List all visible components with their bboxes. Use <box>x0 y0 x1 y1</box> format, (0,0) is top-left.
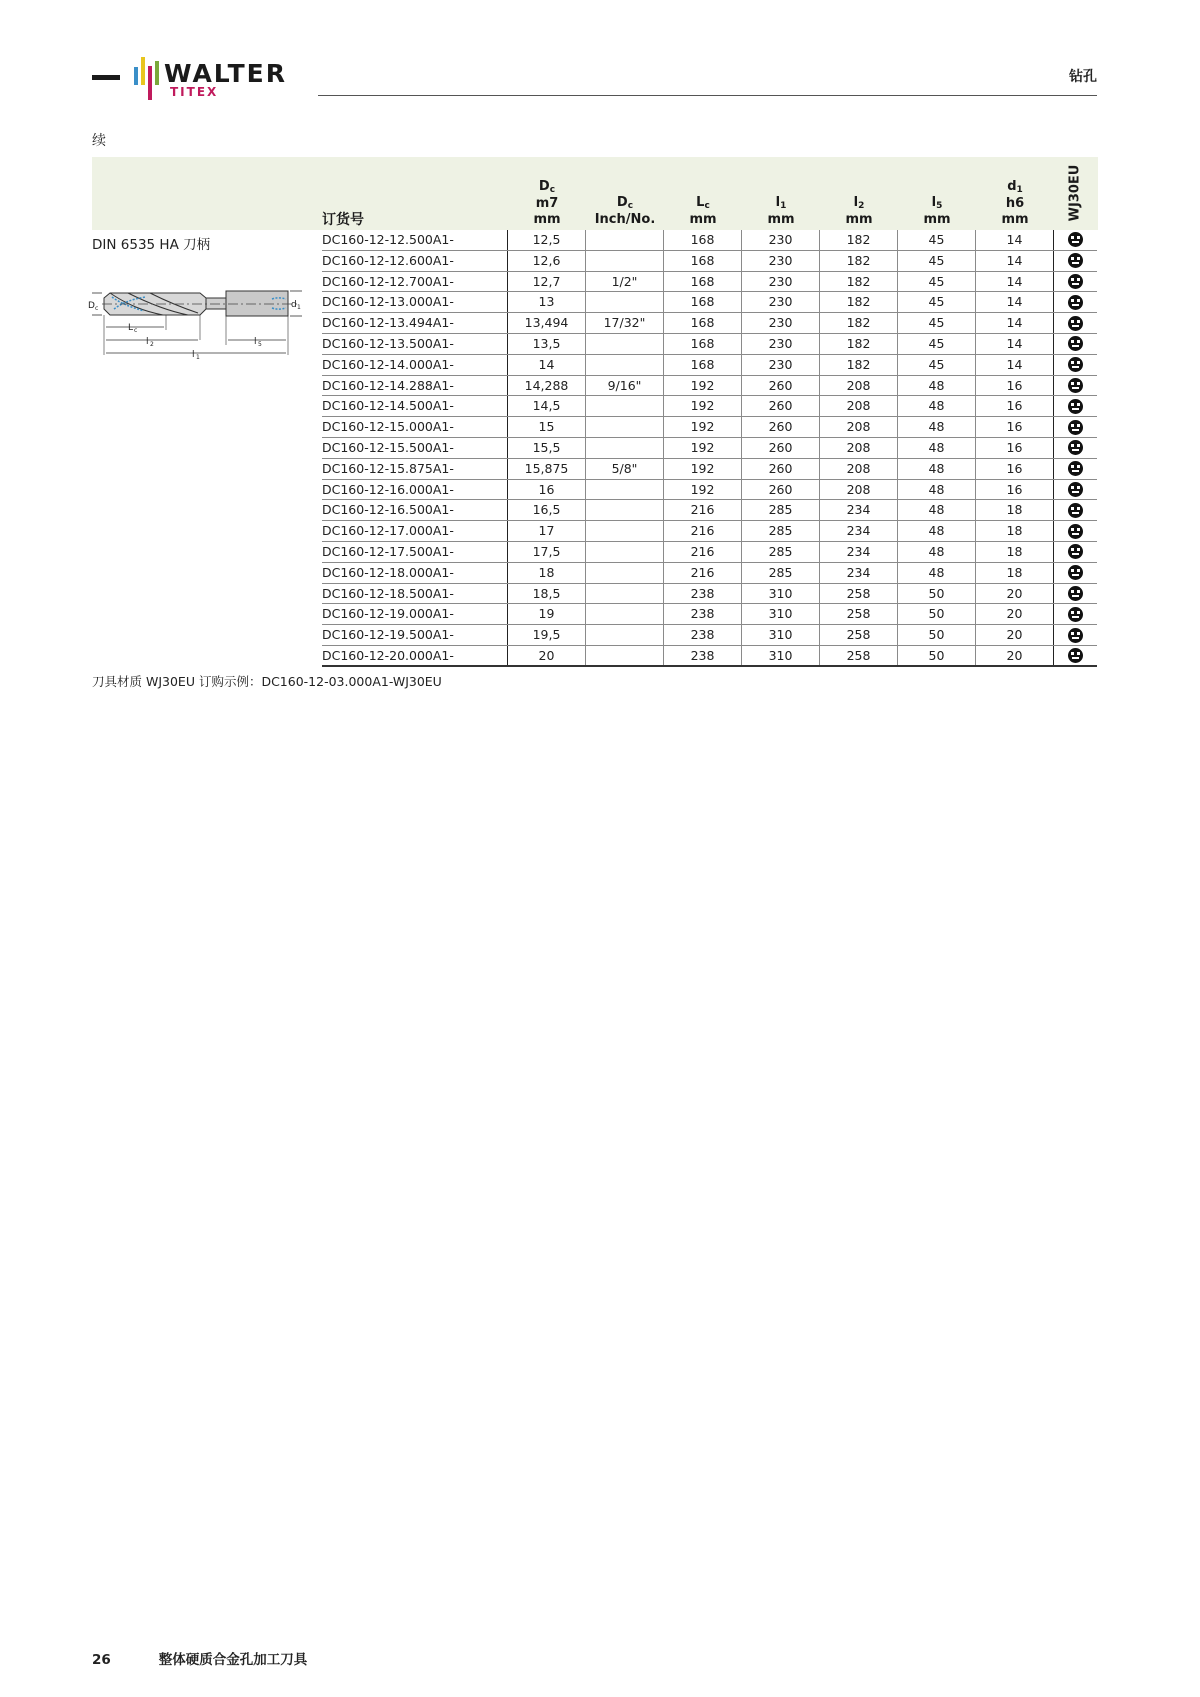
cell-lc: 216 <box>664 500 742 520</box>
catalog-title: 整体硬质合金孔加工刀具 <box>158 1652 308 1668</box>
stock-available-icon <box>1068 544 1083 559</box>
table-row <box>322 230 1097 251</box>
cell-grade <box>1054 396 1097 416</box>
svg-text:1: 1 <box>196 354 200 361</box>
cell-l1: 310 <box>742 646 820 665</box>
cell-order-no: DC160-12-15.000A1- <box>322 417 508 437</box>
cell-l1: 230 <box>742 334 820 354</box>
cell-order-no: DC160-12-17.000A1- <box>322 521 508 541</box>
table-row <box>322 459 1097 480</box>
cell-l2: 208 <box>820 438 898 458</box>
cell-l1: 285 <box>742 563 820 583</box>
svg-text:l: l <box>192 350 195 360</box>
stock-available-icon <box>1068 440 1083 455</box>
table-row <box>322 438 1097 459</box>
cell-order-no: DC160-12-13.000A1- <box>322 292 508 312</box>
cell-lc: 192 <box>664 396 742 416</box>
cell-l2: 234 <box>820 521 898 541</box>
stock-available-icon <box>1068 420 1083 435</box>
logo-bar-green <box>155 61 159 85</box>
stock-available-icon <box>1068 253 1083 268</box>
cell-d1: 16 <box>976 438 1054 458</box>
cell-d1: 16 <box>976 480 1054 500</box>
cell-l2: 182 <box>820 313 898 333</box>
cell-order-no: DC160-12-14.500A1- <box>322 396 508 416</box>
cell-grade <box>1054 480 1097 500</box>
cell-order-no: DC160-12-16.500A1- <box>322 500 508 520</box>
cell-d1: 18 <box>976 542 1054 562</box>
table-row <box>322 355 1097 376</box>
cell-lc: 192 <box>664 376 742 396</box>
cell-d1: 14 <box>976 292 1054 312</box>
cell-l5: 45 <box>898 272 976 292</box>
cell-dc: 18 <box>508 563 586 583</box>
svg-text:l: l <box>146 337 149 347</box>
col-header-l5-unit: mm <box>923 212 951 227</box>
cell-lc: 216 <box>664 521 742 541</box>
logo-bar-blue <box>134 67 138 85</box>
cell-order-no: DC160-12-14.000A1- <box>322 355 508 375</box>
col-header-dc-m7 <box>508 157 586 230</box>
cell-dc: 12,5 <box>508 230 586 250</box>
cell-dc: 16,5 <box>508 500 586 520</box>
col-header-d1-symbol: $d_1$ <box>1007 179 1023 195</box>
cell-dc: 19,5 <box>508 625 586 645</box>
cell-dc-inch: 5/8" <box>586 459 664 479</box>
cell-l5: 45 <box>898 313 976 333</box>
drill-dimension-drawing <box>88 285 318 385</box>
cell-order-no: DC160-12-19.000A1- <box>322 604 508 624</box>
cell-lc: 192 <box>664 438 742 458</box>
cell-lc: 216 <box>664 542 742 562</box>
table-row <box>322 272 1097 293</box>
col-header-order-no-label: 订货号 <box>322 212 364 228</box>
stock-available-icon <box>1068 461 1083 476</box>
stock-available-icon <box>1068 316 1083 331</box>
cell-dc-inch <box>586 542 664 562</box>
section-title: 钻孔 <box>1069 69 1097 85</box>
order-example-note: 刀具材质 WJ30EU 订购示例：DC160-12-03.000A1-WJ30EU <box>92 674 442 689</box>
cell-d1: 20 <box>976 584 1054 604</box>
cell-l1: 230 <box>742 230 820 250</box>
cell-order-no: DC160-12-19.500A1- <box>322 625 508 645</box>
table-row <box>322 646 1097 667</box>
cell-l2: 208 <box>820 376 898 396</box>
cell-l1: 260 <box>742 376 820 396</box>
cell-order-no: DC160-12-13.500A1- <box>322 334 508 354</box>
cell-dc: 15,5 <box>508 438 586 458</box>
cell-l1: 310 <box>742 584 820 604</box>
stock-available-icon <box>1068 628 1083 643</box>
cell-dc-inch <box>586 480 664 500</box>
cell-dc: 14 <box>508 355 586 375</box>
cell-l1: 230 <box>742 272 820 292</box>
cell-lc: 192 <box>664 480 742 500</box>
cell-l1: 230 <box>742 313 820 333</box>
cell-d1: 14 <box>976 230 1054 250</box>
page-footer <box>92 1648 307 1668</box>
cell-grade <box>1054 521 1097 541</box>
table-row <box>322 334 1097 355</box>
cell-l2: 258 <box>820 646 898 665</box>
cell-order-no: DC160-12-20.000A1- <box>322 646 508 665</box>
col-header-l2-unit: mm <box>845 212 873 227</box>
cell-dc-inch <box>586 604 664 624</box>
cell-l2: 182 <box>820 292 898 312</box>
cell-grade <box>1054 563 1097 583</box>
col-header-l5-symbol: $l_5$ <box>931 195 943 211</box>
col-header-d1 <box>976 157 1054 230</box>
cell-l5: 50 <box>898 584 976 604</box>
col-header-dc-inch <box>586 157 664 230</box>
cell-d1: 14 <box>976 334 1054 354</box>
continued-label: 续 <box>92 133 106 149</box>
cell-dc-inch: 9/16" <box>586 376 664 396</box>
stock-available-icon <box>1068 357 1083 372</box>
col-header-lc-unit: mm <box>689 212 717 227</box>
cell-lc: 168 <box>664 251 742 271</box>
table-row <box>322 480 1097 501</box>
stock-available-icon <box>1068 295 1083 310</box>
stock-available-icon <box>1068 336 1083 351</box>
cell-l5: 48 <box>898 459 976 479</box>
cell-l1: 260 <box>742 396 820 416</box>
cell-lc: 168 <box>664 272 742 292</box>
cell-l1: 285 <box>742 542 820 562</box>
cell-l5: 48 <box>898 480 976 500</box>
cell-l2: 258 <box>820 625 898 645</box>
col-header-l1-symbol: $l_1$ <box>775 195 787 211</box>
cell-dc: 20 <box>508 646 586 665</box>
logo-bar-yellow <box>141 57 145 85</box>
stock-available-icon <box>1068 586 1083 601</box>
cell-order-no: DC160-12-12.500A1- <box>322 230 508 250</box>
walter-titex-logo <box>92 44 302 100</box>
cell-dc-inch <box>586 500 664 520</box>
cell-order-no: DC160-12-15.875A1- <box>322 459 508 479</box>
cell-l1: 230 <box>742 292 820 312</box>
cell-l2: 208 <box>820 459 898 479</box>
cell-l1: 260 <box>742 417 820 437</box>
col-header-lc <box>664 157 742 230</box>
svg-text:c: c <box>134 327 138 334</box>
shank-type-label: DIN 6535 HA 刀柄 <box>92 237 211 253</box>
cell-l1: 230 <box>742 355 820 375</box>
product-table-body <box>322 230 1097 667</box>
col-header-l2 <box>820 157 898 230</box>
cell-l2: 208 <box>820 480 898 500</box>
col-header-dc-symbol: $D_c$ <box>538 179 556 195</box>
col-header-order-no <box>322 157 508 230</box>
cell-dc: 17,5 <box>508 542 586 562</box>
cell-grade <box>1054 272 1097 292</box>
cell-dc: 14,5 <box>508 396 586 416</box>
cell-order-no: DC160-12-16.000A1- <box>322 480 508 500</box>
cell-grade <box>1054 313 1097 333</box>
cell-order-no: DC160-12-14.288A1- <box>322 376 508 396</box>
svg-text:c: c <box>95 305 99 312</box>
cell-d1: 18 <box>976 500 1054 520</box>
cell-grade <box>1054 646 1097 665</box>
header-rule <box>318 95 1097 96</box>
cell-l2: 234 <box>820 563 898 583</box>
cell-lc: 238 <box>664 604 742 624</box>
cell-order-no: DC160-12-17.500A1- <box>322 542 508 562</box>
cell-d1: 16 <box>976 459 1054 479</box>
cell-order-no: DC160-12-12.700A1- <box>322 272 508 292</box>
cell-grade <box>1054 376 1097 396</box>
stock-available-icon <box>1068 482 1083 497</box>
cell-dc-inch <box>586 230 664 250</box>
cell-d1: 14 <box>976 355 1054 375</box>
cell-dc-inch <box>586 584 664 604</box>
cell-grade <box>1054 230 1097 250</box>
drill-diagram-icon <box>88 285 318 385</box>
col-header-dc-inch-symbol: $D_c$ <box>616 195 634 211</box>
cell-d1: 16 <box>976 417 1054 437</box>
cell-l2: 182 <box>820 355 898 375</box>
cell-dc-inch: 1/2" <box>586 272 664 292</box>
cell-dc-inch <box>586 334 664 354</box>
cell-dc: 15,875 <box>508 459 586 479</box>
stock-available-icon <box>1068 399 1083 414</box>
logo-bar-magenta <box>148 66 152 100</box>
cell-l5: 48 <box>898 417 976 437</box>
cell-l2: 182 <box>820 272 898 292</box>
svg-text:1: 1 <box>297 304 301 311</box>
stock-available-icon <box>1068 607 1083 622</box>
cell-l1: 260 <box>742 438 820 458</box>
cell-l5: 48 <box>898 542 976 562</box>
cell-lc: 168 <box>664 292 742 312</box>
cell-l5: 50 <box>898 604 976 624</box>
stock-available-icon <box>1068 648 1083 663</box>
logo-walter-text: WALTER <box>164 59 287 88</box>
cell-order-no: DC160-12-13.494A1- <box>322 313 508 333</box>
page-number: 26 <box>92 1652 111 1668</box>
svg-text:L: L <box>128 323 134 333</box>
cell-lc: 216 <box>664 563 742 583</box>
cell-dc: 13 <box>508 292 586 312</box>
cell-l2: 258 <box>820 584 898 604</box>
cell-d1: 18 <box>976 563 1054 583</box>
cell-dc-inch <box>586 251 664 271</box>
col-header-lc-symbol: $L_c$ <box>696 195 710 211</box>
stock-available-icon <box>1068 503 1083 518</box>
cell-d1: 20 <box>976 604 1054 624</box>
cell-grade <box>1054 500 1097 520</box>
cell-dc-inch <box>586 292 664 312</box>
cell-dc: 19 <box>508 604 586 624</box>
cell-order-no: DC160-12-15.500A1- <box>322 438 508 458</box>
cell-lc: 192 <box>664 459 742 479</box>
cell-grade <box>1054 355 1097 375</box>
cell-grade <box>1054 459 1097 479</box>
cell-l5: 48 <box>898 376 976 396</box>
cell-order-no: DC160-12-18.000A1- <box>322 563 508 583</box>
cell-lc: 168 <box>664 313 742 333</box>
cell-dc: 15 <box>508 417 586 437</box>
table-row <box>322 521 1097 542</box>
cell-l2: 182 <box>820 230 898 250</box>
cell-d1: 14 <box>976 251 1054 271</box>
table-row <box>322 500 1097 521</box>
cell-lc: 168 <box>664 355 742 375</box>
cell-lc: 168 <box>664 334 742 354</box>
col-header-grade-label: WJ30EU <box>1067 164 1083 221</box>
cell-l1: 310 <box>742 625 820 645</box>
cell-l5: 48 <box>898 396 976 416</box>
cell-l2: 234 <box>820 542 898 562</box>
cell-l2: 182 <box>820 334 898 354</box>
cell-l5: 48 <box>898 438 976 458</box>
cell-l2: 208 <box>820 417 898 437</box>
col-header-dc-unit: mm <box>533 212 561 227</box>
cell-lc: 238 <box>664 646 742 665</box>
cell-dc: 16 <box>508 480 586 500</box>
table-row <box>322 251 1097 272</box>
cell-dc: 17 <box>508 521 586 541</box>
svg-text:l: l <box>254 337 257 347</box>
logo-dash <box>92 75 120 80</box>
table-row <box>322 625 1097 646</box>
cell-grade <box>1054 604 1097 624</box>
svg-text:5: 5 <box>258 341 262 348</box>
table-row <box>322 542 1097 563</box>
cell-l5: 45 <box>898 292 976 312</box>
cell-grade <box>1054 417 1097 437</box>
cell-grade <box>1054 584 1097 604</box>
col-header-l2-symbol: $l_2$ <box>853 195 865 211</box>
cell-dc-inch <box>586 438 664 458</box>
cell-lc: 192 <box>664 417 742 437</box>
cell-l5: 48 <box>898 500 976 520</box>
cell-grade <box>1054 292 1097 312</box>
table-row <box>322 604 1097 625</box>
table-row <box>322 417 1097 438</box>
cell-dc-inch <box>586 521 664 541</box>
cell-order-no: DC160-12-12.600A1- <box>322 251 508 271</box>
cell-l1: 260 <box>742 459 820 479</box>
cell-d1: 18 <box>976 521 1054 541</box>
cell-lc: 238 <box>664 625 742 645</box>
cell-d1: 16 <box>976 396 1054 416</box>
cell-d1: 14 <box>976 272 1054 292</box>
col-header-l5 <box>898 157 976 230</box>
cell-grade <box>1054 334 1097 354</box>
cell-dc-inch <box>586 563 664 583</box>
cell-l5: 45 <box>898 230 976 250</box>
col-header-grade <box>1054 157 1097 230</box>
stock-available-icon <box>1068 378 1083 393</box>
cell-d1: 20 <box>976 625 1054 645</box>
stock-available-icon <box>1068 232 1083 247</box>
cell-d1: 16 <box>976 376 1054 396</box>
logo-titex-text: TITEX <box>170 85 219 99</box>
cell-l5: 45 <box>898 251 976 271</box>
cell-l5: 50 <box>898 625 976 645</box>
cell-dc-inch <box>586 646 664 665</box>
cell-dc: 12,6 <box>508 251 586 271</box>
cell-l5: 48 <box>898 563 976 583</box>
cell-lc: 168 <box>664 230 742 250</box>
col-header-dc-tolerance: m7 <box>535 196 559 211</box>
table-row <box>322 563 1097 584</box>
cell-grade <box>1054 625 1097 645</box>
table-row <box>322 396 1097 417</box>
cell-grade <box>1054 251 1097 271</box>
cell-dc: 18,5 <box>508 584 586 604</box>
col-header-dc-inch-unit: Inch/No. <box>594 212 656 227</box>
svg-text:d: d <box>291 300 297 310</box>
cell-dc-inch <box>586 417 664 437</box>
cell-d1: 14 <box>976 313 1054 333</box>
stock-available-icon <box>1068 274 1083 289</box>
col-header-d1-unit: mm <box>1001 212 1029 227</box>
cell-dc: 12,7 <box>508 272 586 292</box>
stock-available-icon <box>1068 565 1083 580</box>
col-header-l1 <box>742 157 820 230</box>
cell-lc: 238 <box>664 584 742 604</box>
table-row <box>322 584 1097 605</box>
cell-l2: 208 <box>820 396 898 416</box>
table-row <box>322 292 1097 313</box>
svg-text:2: 2 <box>150 341 154 348</box>
stock-available-icon <box>1068 524 1083 539</box>
svg-text:D: D <box>88 301 95 311</box>
cell-l2: 182 <box>820 251 898 271</box>
cell-l5: 50 <box>898 646 976 665</box>
cell-dc-inch <box>586 355 664 375</box>
cell-l2: 258 <box>820 604 898 624</box>
col-header-d1-tolerance: h6 <box>1005 196 1025 211</box>
cell-l1: 310 <box>742 604 820 624</box>
cell-l1: 230 <box>742 251 820 271</box>
cell-d1: 20 <box>976 646 1054 665</box>
cell-l5: 48 <box>898 521 976 541</box>
cell-dc: 14,288 <box>508 376 586 396</box>
table-row <box>322 376 1097 397</box>
cell-l1: 285 <box>742 521 820 541</box>
cell-dc: 13,494 <box>508 313 586 333</box>
cell-grade <box>1054 438 1097 458</box>
cell-l1: 285 <box>742 500 820 520</box>
cell-dc-inch <box>586 396 664 416</box>
table-row <box>322 313 1097 334</box>
cell-l5: 45 <box>898 334 976 354</box>
col-header-l1-unit: mm <box>767 212 795 227</box>
cell-order-no: DC160-12-18.500A1- <box>322 584 508 604</box>
cell-dc-inch: 17/32" <box>586 313 664 333</box>
cell-dc: 13,5 <box>508 334 586 354</box>
cell-l1: 260 <box>742 480 820 500</box>
cell-grade <box>1054 542 1097 562</box>
cell-l5: 45 <box>898 355 976 375</box>
cell-dc-inch <box>586 625 664 645</box>
cell-l2: 234 <box>820 500 898 520</box>
